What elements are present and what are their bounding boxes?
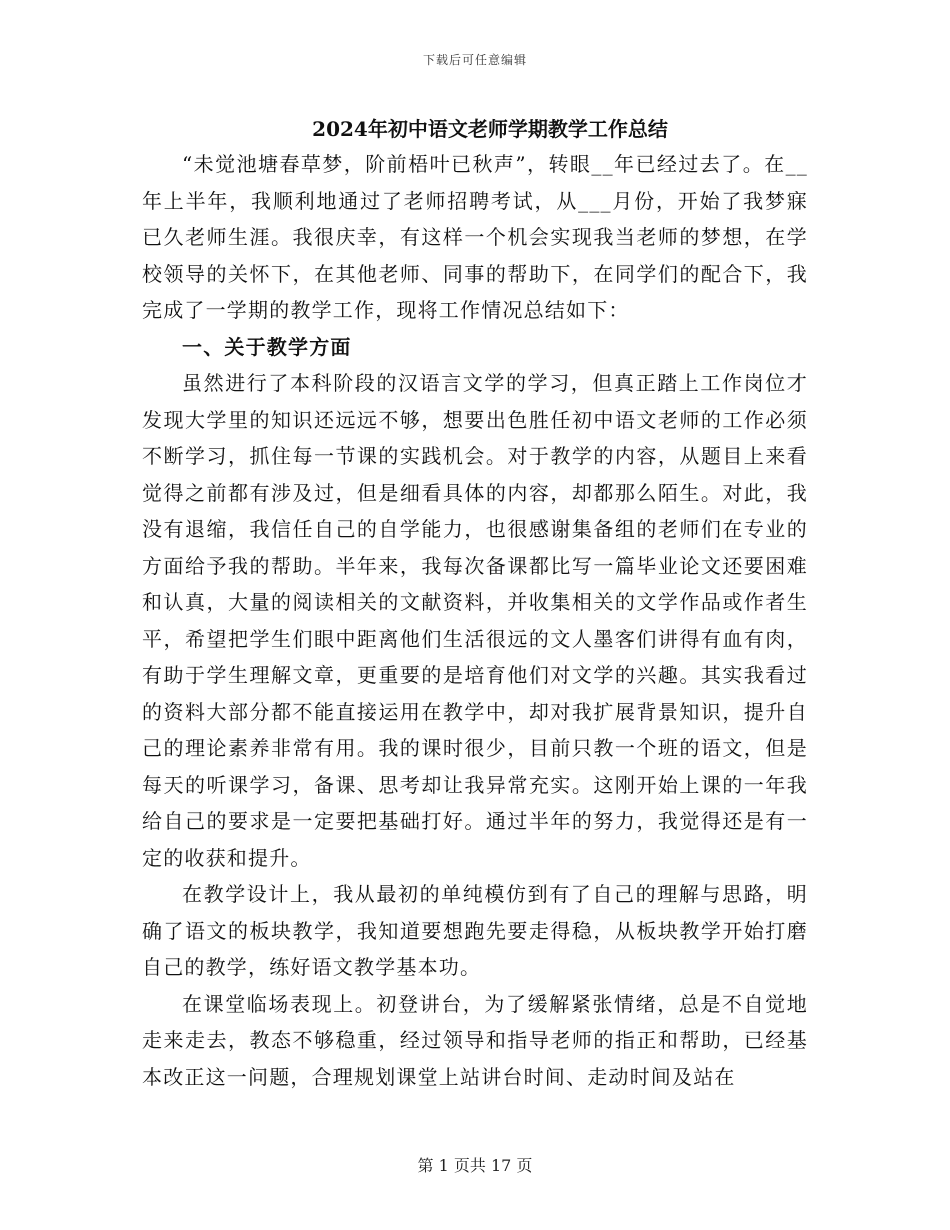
header-note: 下载后可任意编辑 [422,53,527,67]
paragraph-classroom-performance: 在课堂临场表现上。初登讲台，为了缓解紧张情绪，总是不自觉地走来走去，教态不够稳重，经过领导和指导老师的指正和帮助，已经基本改正这一问题，合理规划课堂上站讲台时间、走动时间及站在 [142,991,808,1089]
paragraph-intro: “未觉池塘春草梦，阶前梧叶已秋声”，转眼__年已经过去了。在__年上半年，我顺利地通过了老师招聘考试，从___月份，开始了我梦寐已久老师生涯。我很庆幸，有这样一个机会实现我当老师的梦想，在学校领导的关怀下，在其他老师、同事的帮助下，在同学们的配合下，我完成了一学期的教学工作，现将工作情况总结如下： [142,152,808,322]
page-number: 第 1 页共 17 页 [417,1156,533,1175]
paragraph-teaching-content: 虽然进行了本科阶段的汉语言文学的学习，但真正踏上工作岗位才发现大学里的知识还远远不够，想要出色胜任初中语文老师的工作必须不断学习，抓住每一节课的实践机会。对于教学的内容，从题目上来看觉得之前都有涉及过，但是细看具体的内容，却都那么陌生。对此，我没有退缩，我信任自己的自学能力，也很感谢集备组的老师们在专业的方面给予我的帮助。半年来，我每次备课都比写一篇毕业论文还要困难和认真，大量的阅读相关的文献资料，并收集相关的文学作品或作者生平，希望把学生们眼中距离他们生活很远的文人墨客们讲得有血有肉，有助于学生理解文章，更重要的是培育他们对文学的兴趣。其实我看过的资料大部分都不能直接运用在教学中，却对我扩展背景知识，提升自己的理论素养非常有用。我的课时很少，目前只教一个班的语文，但是每天的听课学习，备课、思考却让我异常充实。这刚开始上课的一年我给自己的要求是一定要把基础打好。通过半年的努力，我觉得还是有一定的收获和提升。 [142,371,808,870]
document-title: 2024年初中语文老师学期教学工作总结 [312,117,668,141]
section-heading-teaching: 一、关于教学方面 [182,334,352,359]
paragraph-teaching-design: 在教学设计上，我从最初的单纯模仿到有了自己的理解与思路，明确了语文的板块教学，我知道要想跑先要走得稳，从板块教学开始打磨自己的教学，练好语文教学基本功。 [142,882,808,979]
document-body [142,146,808,1095]
